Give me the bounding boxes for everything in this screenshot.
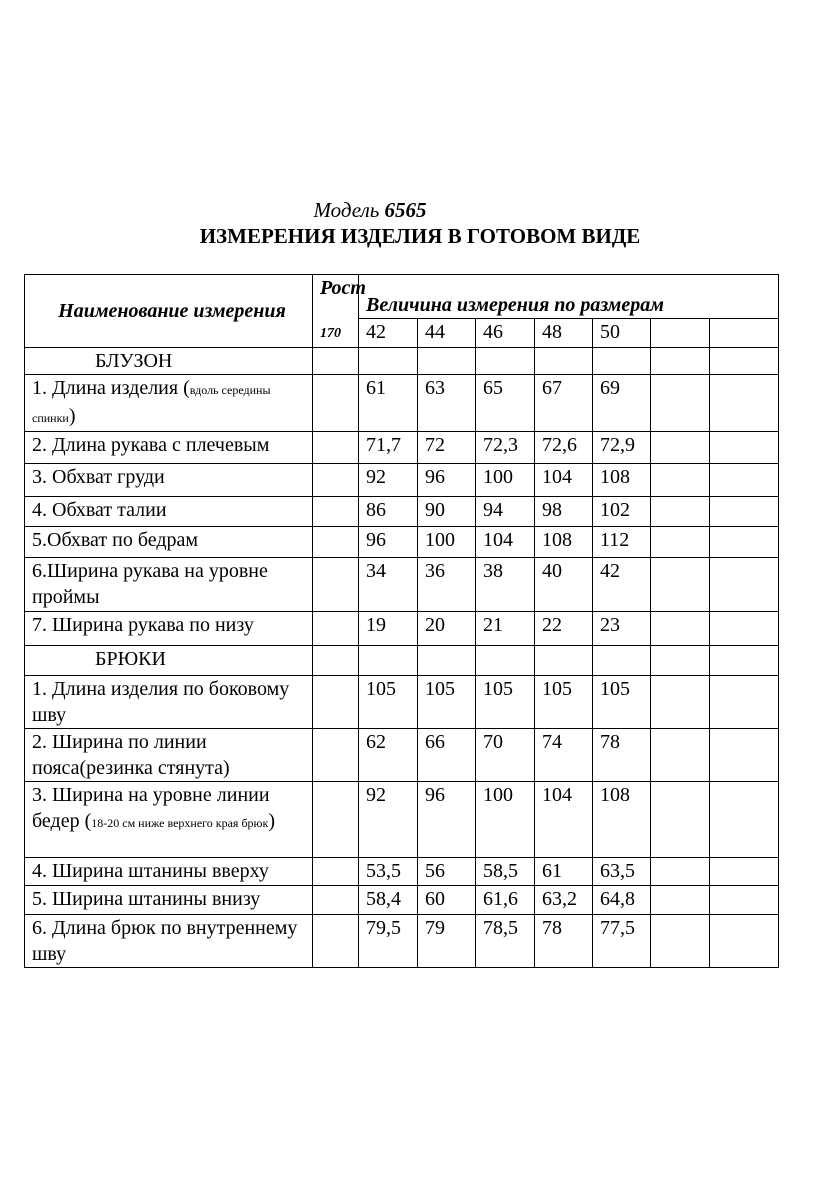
- value-cell: 74: [535, 729, 593, 782]
- height-cell: [313, 375, 359, 432]
- value-cell: 56: [418, 858, 476, 886]
- value-cell: [651, 612, 710, 646]
- value-cell: 105: [418, 676, 476, 729]
- header-row: [25, 275, 779, 319]
- value-cell: 86: [359, 497, 418, 527]
- empty-cell: [476, 646, 535, 676]
- measurement-label: 3. Обхват груди: [32, 466, 165, 488]
- value-cell: 105: [593, 676, 651, 729]
- value-cell: 58,5: [476, 858, 535, 886]
- value-cell: 92: [359, 782, 418, 858]
- value-cell: [651, 375, 710, 432]
- value-cell: 53,5: [359, 858, 418, 886]
- value-cell: 64,8: [593, 886, 651, 915]
- value-cell: 63: [418, 375, 476, 432]
- value-cell: 72,9: [593, 432, 651, 464]
- model-number: 6565: [384, 198, 427, 222]
- height-cell: [313, 915, 359, 968]
- column-header-values: Величина измерения по размерам: [359, 275, 779, 319]
- measurement-name: [25, 915, 313, 968]
- value-cell: 105: [476, 676, 535, 729]
- value-cell: 65: [476, 375, 535, 432]
- measurement-name: [25, 858, 313, 886]
- table-row: [25, 497, 779, 527]
- value-cell: 71,7: [359, 432, 418, 464]
- value-cell: 72,3: [476, 432, 535, 464]
- empty-cell: [359, 348, 418, 375]
- measurement-name: [25, 558, 313, 612]
- value-cell: [710, 915, 779, 968]
- value-cell: [651, 497, 710, 527]
- value-cell: [651, 676, 710, 729]
- value-cell: 98: [535, 497, 593, 527]
- value-cell: [710, 558, 779, 612]
- value-cell: 104: [535, 464, 593, 497]
- value-cell: 61: [359, 375, 418, 432]
- value-cell: 22: [535, 612, 593, 646]
- table-row: [25, 782, 779, 858]
- measurement-name: [25, 497, 313, 527]
- value-cell: 92: [359, 464, 418, 497]
- value-cell: [651, 782, 710, 858]
- height-cell: [313, 464, 359, 497]
- section-title: БЛУЗОН: [25, 348, 313, 375]
- measurement-name: [25, 527, 313, 558]
- value-cell: 79: [418, 915, 476, 968]
- value-cell: [651, 558, 710, 612]
- value-cell: [651, 527, 710, 558]
- value-cell: [710, 432, 779, 464]
- value-cell: 112: [593, 527, 651, 558]
- measurement-label: 4. Обхват талии: [32, 499, 167, 521]
- value-cell: 72,6: [535, 432, 593, 464]
- value-cell: [710, 527, 779, 558]
- value-cell: [651, 915, 710, 968]
- empty-cell: [313, 348, 359, 375]
- measurement-label: 2. Длина рукава с плечевым: [32, 434, 270, 456]
- height-cell: [313, 497, 359, 527]
- table-row: [25, 729, 779, 782]
- value-cell: 23: [593, 612, 651, 646]
- height-cell: [313, 612, 359, 646]
- value-cell: 61: [535, 858, 593, 886]
- value-cell: [710, 858, 779, 886]
- measurement-note: вдоль середины спинки: [32, 383, 271, 425]
- height-cell: [313, 432, 359, 464]
- empty-cell: [359, 646, 418, 676]
- value-cell: 108: [593, 464, 651, 497]
- empty-cell: [710, 348, 779, 375]
- table-row: [25, 527, 779, 558]
- value-cell: 78: [535, 915, 593, 968]
- value-cell: 105: [359, 676, 418, 729]
- table-row: [25, 612, 779, 646]
- section-row: [25, 348, 779, 375]
- value-cell: [651, 858, 710, 886]
- measurement-name: [25, 375, 313, 432]
- value-cell: 104: [535, 782, 593, 858]
- measurement-label: 1. Длина изделия (: [32, 377, 190, 399]
- empty-cell: [651, 348, 710, 375]
- measurement-label: 6.Ширина рукава на уровне проймы: [32, 560, 268, 608]
- model-line: [0, 198, 740, 223]
- section-title: БРЮКИ: [25, 646, 313, 676]
- table-row: [25, 858, 779, 886]
- value-cell: 19: [359, 612, 418, 646]
- size-cell: 46: [476, 318, 535, 347]
- value-cell: 62: [359, 729, 418, 782]
- measurements-table: [24, 274, 779, 968]
- measurement-label: 6. Длина брюк по внутреннему шву: [32, 917, 298, 965]
- value-cell: [710, 729, 779, 782]
- empty-cell: [535, 348, 593, 375]
- value-cell: [710, 612, 779, 646]
- value-cell: 36: [418, 558, 476, 612]
- value-cell: 78: [593, 729, 651, 782]
- empty-cell: [593, 348, 651, 375]
- value-cell: 60: [418, 886, 476, 915]
- value-cell: 100: [476, 782, 535, 858]
- height-value: 170: [320, 326, 341, 341]
- height-cell: [313, 558, 359, 612]
- table-row: [25, 464, 779, 497]
- value-cell: [710, 375, 779, 432]
- value-cell: 96: [418, 464, 476, 497]
- empty-cell: [535, 646, 593, 676]
- measurement-name: [25, 432, 313, 464]
- value-cell: [651, 464, 710, 497]
- empty-cell: [418, 646, 476, 676]
- size-cell: 44: [418, 318, 476, 347]
- value-cell: 94: [476, 497, 535, 527]
- value-cell: 104: [476, 527, 535, 558]
- empty-cell: [710, 646, 779, 676]
- size-cell: [651, 318, 710, 347]
- empty-cell: [651, 646, 710, 676]
- measurement-name: [25, 612, 313, 646]
- size-cell: 42: [359, 318, 418, 347]
- height-cell: [313, 858, 359, 886]
- measurement-note-close: ): [68, 405, 76, 427]
- value-cell: 58,4: [359, 886, 418, 915]
- value-cell: 21: [476, 612, 535, 646]
- value-cell: 96: [359, 527, 418, 558]
- page-title: ИЗМЕРЕНИЯ ИЗДЕЛИЯ В ГОТОВОМ ВИДЕ: [199, 224, 641, 248]
- measurement-label: 1. Длина изделия по боковому шву: [32, 678, 290, 726]
- value-cell: 40: [535, 558, 593, 612]
- value-cell: 20: [418, 612, 476, 646]
- empty-cell: [418, 348, 476, 375]
- table-row: [25, 558, 779, 612]
- measurement-note: 18-20 см ниже верхнего края брюк: [91, 816, 269, 830]
- value-cell: [651, 729, 710, 782]
- value-cell: 66: [418, 729, 476, 782]
- empty-cell: [593, 646, 651, 676]
- height-cell: [313, 527, 359, 558]
- value-cell: 77,5: [593, 915, 651, 968]
- value-cell: 105: [535, 676, 593, 729]
- value-cell: [710, 497, 779, 527]
- table-row: [25, 915, 779, 968]
- value-cell: 72: [418, 432, 476, 464]
- value-cell: 42: [593, 558, 651, 612]
- measurement-name: [25, 782, 313, 858]
- value-cell: 78,5: [476, 915, 535, 968]
- section-row: [25, 646, 779, 676]
- column-header-height: [313, 275, 366, 348]
- measurement-name: [25, 464, 313, 497]
- value-cell: 100: [418, 527, 476, 558]
- size-cell: [710, 318, 779, 347]
- measurement-name: [25, 729, 313, 782]
- value-cell: [710, 676, 779, 729]
- measurement-label: 7. Ширина рукава по низу: [32, 614, 254, 636]
- height-cell: [313, 782, 359, 858]
- size-cell: 48: [535, 318, 593, 347]
- value-cell: [710, 782, 779, 858]
- value-cell: 100: [476, 464, 535, 497]
- value-cell: 69: [593, 375, 651, 432]
- value-cell: 38: [476, 558, 535, 612]
- value-cell: 79,5: [359, 915, 418, 968]
- value-cell: 70: [476, 729, 535, 782]
- measurement-label: 2. Ширина по линии пояса(резинка стянута): [32, 731, 230, 779]
- table-row: [25, 375, 779, 432]
- value-cell: 67: [535, 375, 593, 432]
- value-cell: [710, 464, 779, 497]
- model-label: Модель: [313, 198, 380, 222]
- empty-cell: [476, 348, 535, 375]
- height-cell: [313, 886, 359, 915]
- value-cell: 61,6: [476, 886, 535, 915]
- value-cell: 108: [535, 527, 593, 558]
- value-cell: 63,5: [593, 858, 651, 886]
- measurement-name: [25, 886, 313, 915]
- height-label: Рост: [320, 277, 366, 299]
- value-cell: [651, 432, 710, 464]
- measurement-label: 3. Ширина на уровне линии бедер (: [32, 784, 270, 832]
- table-row: [25, 432, 779, 464]
- value-cell: [710, 886, 779, 915]
- table-body: [25, 275, 779, 968]
- value-cell: 102: [593, 497, 651, 527]
- value-cell: 34: [359, 558, 418, 612]
- value-cell: 63,2: [535, 886, 593, 915]
- measurement-note-close: ): [268, 810, 276, 832]
- value-cell: 90: [418, 497, 476, 527]
- value-cell: [651, 886, 710, 915]
- value-cell: 108: [593, 782, 651, 858]
- measurement-label: 5.Обхват по бедрам: [32, 529, 199, 551]
- value-cell: 96: [418, 782, 476, 858]
- column-header-name: Наименование измерения: [25, 275, 313, 348]
- measurement-name: [25, 676, 313, 729]
- table-row: [25, 676, 779, 729]
- height-cell: [313, 729, 359, 782]
- empty-cell: [313, 646, 359, 676]
- height-cell: [313, 676, 359, 729]
- measurement-label: 5. Ширина штанины внизу: [32, 888, 261, 910]
- size-cell: 50: [593, 318, 651, 347]
- measurement-label: 4. Ширина штанины вверху: [32, 860, 269, 882]
- table-row: [25, 886, 779, 915]
